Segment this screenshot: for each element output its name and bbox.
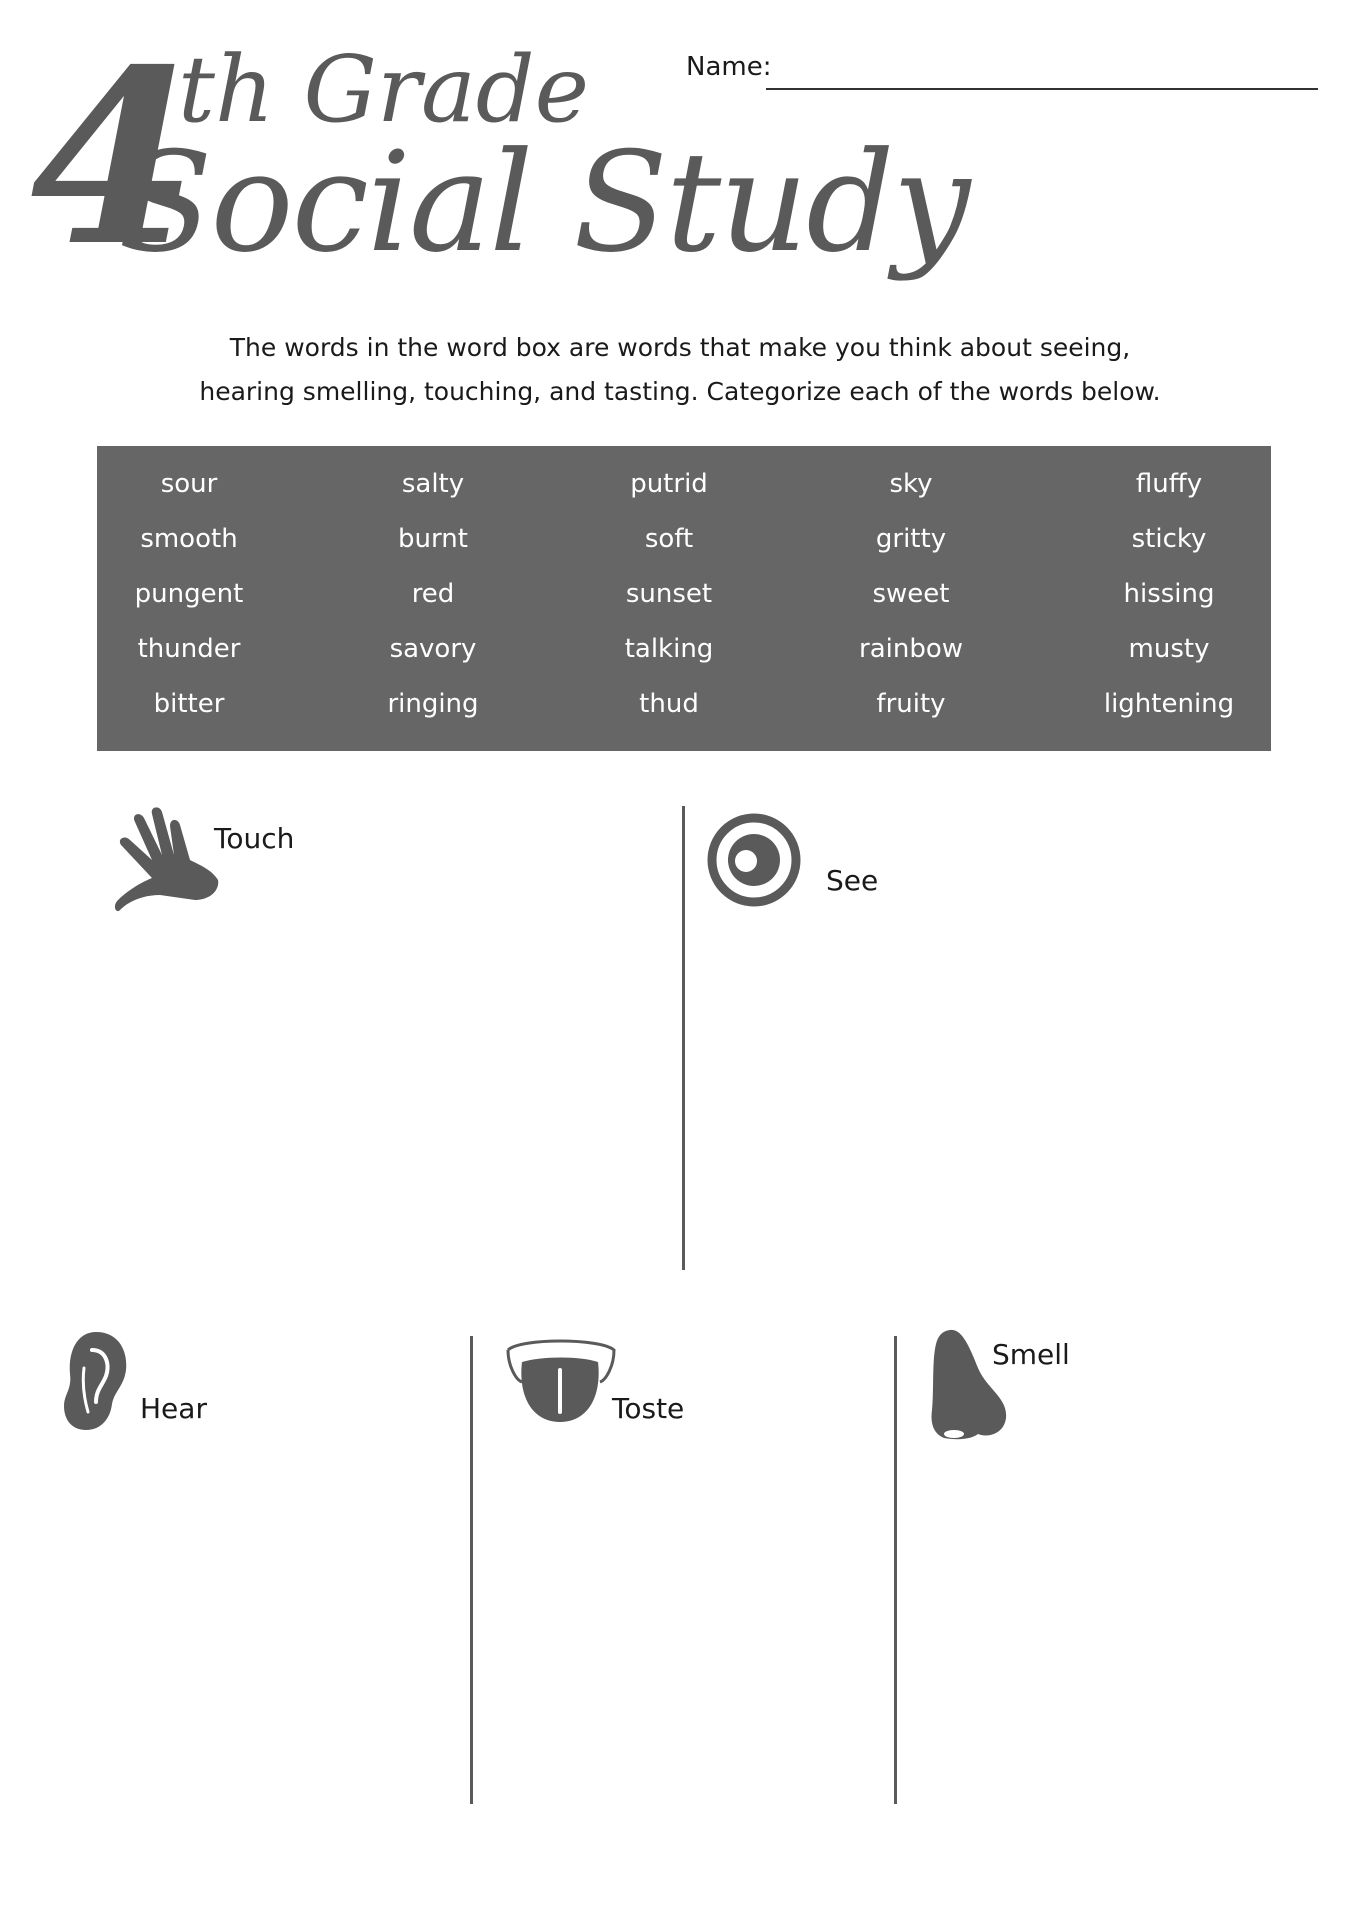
word-box-item: musty xyxy=(1128,634,1210,664)
word-box xyxy=(97,446,1271,751)
vertical-divider-bottom-left xyxy=(470,1336,473,1804)
word-box-item: lightening xyxy=(1103,689,1235,719)
word-box-item: rainbow xyxy=(859,634,963,664)
word-box-item: burnt xyxy=(398,524,468,554)
word-box-item: ringing xyxy=(387,689,479,719)
word-box-item: salty xyxy=(401,469,465,499)
name-field[interactable] xyxy=(766,88,1318,90)
page-title: Social Study xyxy=(118,122,969,283)
eye-icon xyxy=(706,812,802,912)
see-label: See xyxy=(826,864,879,897)
word-box-item: fluffy xyxy=(1135,469,1203,499)
word-box-item: sweet xyxy=(872,579,950,609)
instructions xyxy=(180,326,1180,414)
grade-suffix: th Grade xyxy=(178,36,590,143)
word-box-item: pungent xyxy=(134,579,244,609)
word-box-item: talking xyxy=(624,634,714,664)
ear-icon xyxy=(58,1328,132,1438)
word-box-item: smooth xyxy=(140,524,238,554)
tongue-icon xyxy=(502,1336,620,1432)
word-box-item: bitter xyxy=(153,689,225,719)
word-box-item: thud xyxy=(639,689,699,719)
word-box-item: sunset xyxy=(625,579,713,609)
smell-label: Smell xyxy=(992,1338,1070,1371)
name-label: Name: xyxy=(686,52,772,82)
instructions-line-1: The words in the word box are words that make you think about seeing, xyxy=(229,333,1131,362)
instructions-line-2: hearing smelling, touching, and tasting. Categorize each of the words below. xyxy=(199,377,1161,406)
word-box-item: thunder xyxy=(137,634,241,664)
word-box-item: hissing xyxy=(1123,579,1215,609)
word-box-item: gritty xyxy=(875,524,947,554)
word-box-item: putrid xyxy=(630,469,708,499)
word-box-item: savory xyxy=(389,634,477,664)
touch-label: Touch xyxy=(214,822,295,855)
taste-label: Toste xyxy=(612,1392,685,1425)
word-box-item: sky xyxy=(889,469,933,499)
word-box-item: fruity xyxy=(876,689,946,719)
word-box-item: sticky xyxy=(1131,524,1207,554)
vertical-divider-top xyxy=(682,806,685,1270)
word-box-item: red xyxy=(411,579,455,609)
vertical-divider-bottom-right xyxy=(894,1336,897,1804)
word-box-item: sour xyxy=(160,469,218,499)
word-box-item: soft xyxy=(644,524,694,554)
grade-number: 4 xyxy=(30,17,187,299)
hand-icon xyxy=(100,800,225,924)
hear-label: Hear xyxy=(140,1392,207,1425)
